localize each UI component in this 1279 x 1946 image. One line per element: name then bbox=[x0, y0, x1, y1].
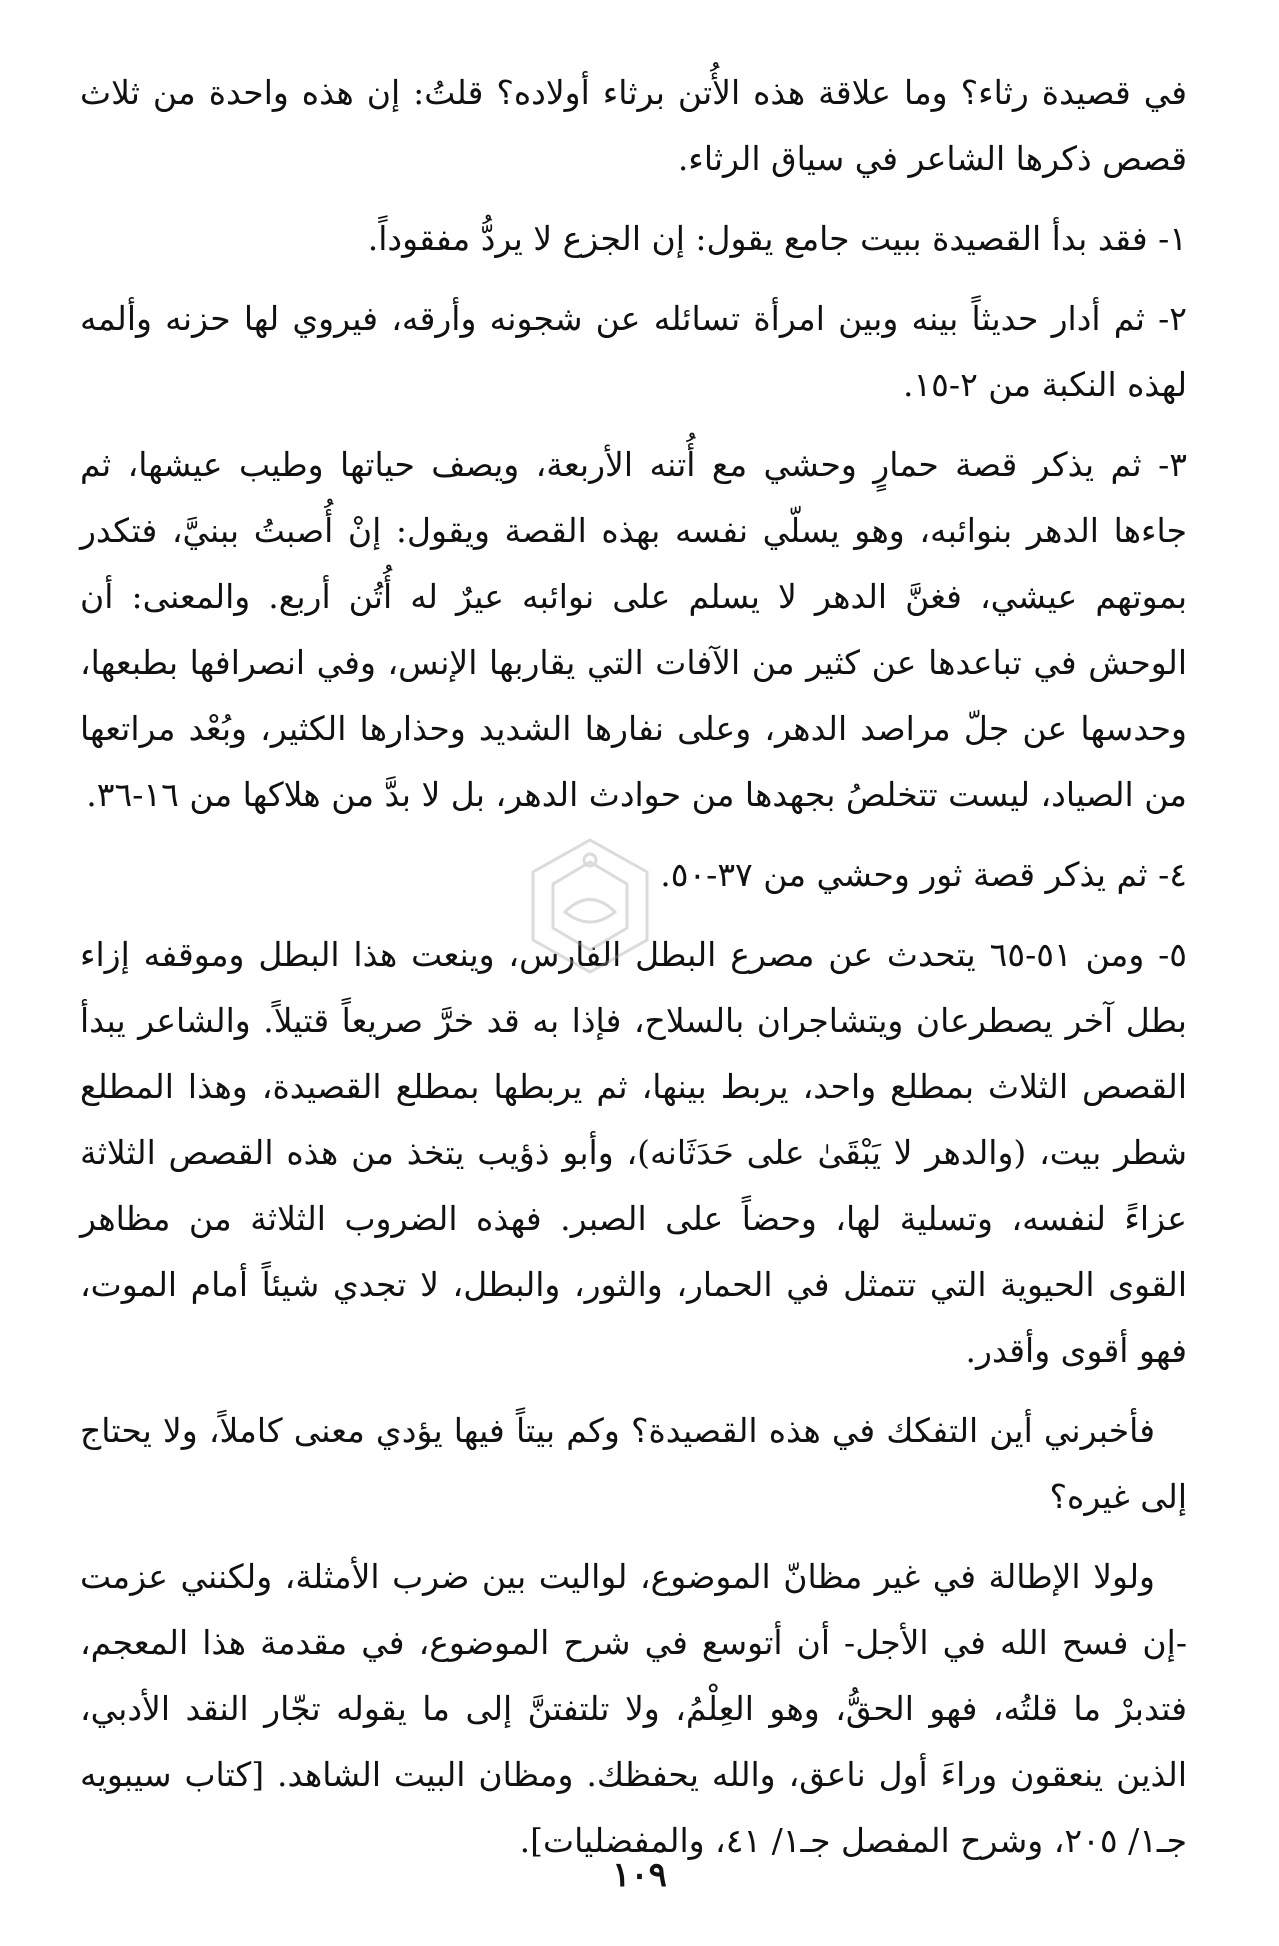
paragraph-point-3: ٣- ثم يذكر قصة حمارٍ وحشي مع أُتنه الأربعة، ويصف حياتها وطيب عيشها، ثم جاءها الدهر بنوائبه، وهو يسلّي نفسه بهذه القصة ويقول: إنْ أُصبتُ ببنيَّ، فتكدر بموتهم عيشي، فغنَّ الدهر لا يسلم على نوائبه عيرٌ له أُتُن أربع. والمعنى: أن الوحش في تباعدها عن كثير من الآفات التي يقاربها الإنس، وفي انصرافها بطبعها، وحدسها عن جلّ مراصد الدهر، وعلى نفارها الشديد وحذارها الكثير، وبُعْد مراتعها من الصياد، ليست تتخلصُ بجهدها من حوادث الدهر، بل لا بدَّ من هلاكها من ١٦-٣٦. bbox=[80, 445, 1187, 814]
paragraph-conclusion: ولولا الإطالة في غير مظانّ الموضوع، لواليت بين ضرب الأمثلة، ولكنني عزمت -إن فسح الله في الأجل- أن أتوسع في شرح الموضوع، في مقدمة هذا المعجم، فتدبرْ ما قلتُه، فهو الحقُّ، وهو العِلْمُ، ولا تلتفتنَّ إلى ما يقوله تجّار النقد الأدبي، الذين ينعقون وراءَ أول ناعق، والله يحفظك. ومظان البيت الشاهد. [كتاب سيبويه جـ١/ ٢٠٥، وشرح المفصل جـ١/ ٤١، والمفضليات]. bbox=[80, 1557, 1187, 1860]
library-stamp-watermark bbox=[515, 832, 665, 982]
paragraph-point-1: ١- فقد بدأ القصيدة ببيت جامع يقول: إن الجزع لا يردُّ مفقوداً. bbox=[367, 219, 1187, 258]
page-number: ١٠٩ bbox=[612, 1855, 667, 1895]
paragraph-question: فأخبرني أين التفكك في هذه القصيدة؟ وكم بيتاً فيها يؤدي معنى كاملاً، ولا يحتاج إلى غيره؟ bbox=[80, 1411, 1187, 1516]
paragraph-point-4: ٤- ثم يذكر قصة ثور وحشي من ٣٧-٥٠. bbox=[660, 855, 1187, 894]
paragraph-point-5: ٥- ومن ٥١-٦٥ يتحدث عن مصرع البطل الفارس، وينعت هذا البطل وموقفه إزاء بطل آخر يصطرعان ويتشاجران بالسلاح، فإذا به قد خرَّ صريعاً قتيلاً. والشاعر يبدأ القصص الثلاث بمطلع واحد، يربط بينها، ثم يربطها بمطلع القصيدة، وهذا المطلع شطر بيت، (والدهر لا يَبْقَىٰ على حَدَثَانه)، وأبو ذؤيب يتخذ من هذه القصص الثلاثة عزاءً لنفسه، وتسلية لها، وحضاً على الصبر. فهذه الضروب الثلاثة من مظاهر القوى الحيوية التي تتمثل في الحمار، والثور، والبطل، لا تجدي شيئاً أمام الموت، فهو أقوى وأقدر. bbox=[80, 935, 1187, 1370]
paragraph-intro: في قصيدة رثاء؟ وما علاقة هذه الأُتن برثاء أولاده؟ قلتُ: إن هذه واحدة من ثلاث قصص ذكرها الشاعر في سياق الرثاء. bbox=[80, 73, 1187, 178]
paragraph-point-2: ٢- ثم أدار حديثاً بينه وبين امرأة تسائله عن شجونه وأرقه، فيروي لها حزنه وألمه لهذه النكبة من ٢-١٥. bbox=[80, 299, 1187, 404]
